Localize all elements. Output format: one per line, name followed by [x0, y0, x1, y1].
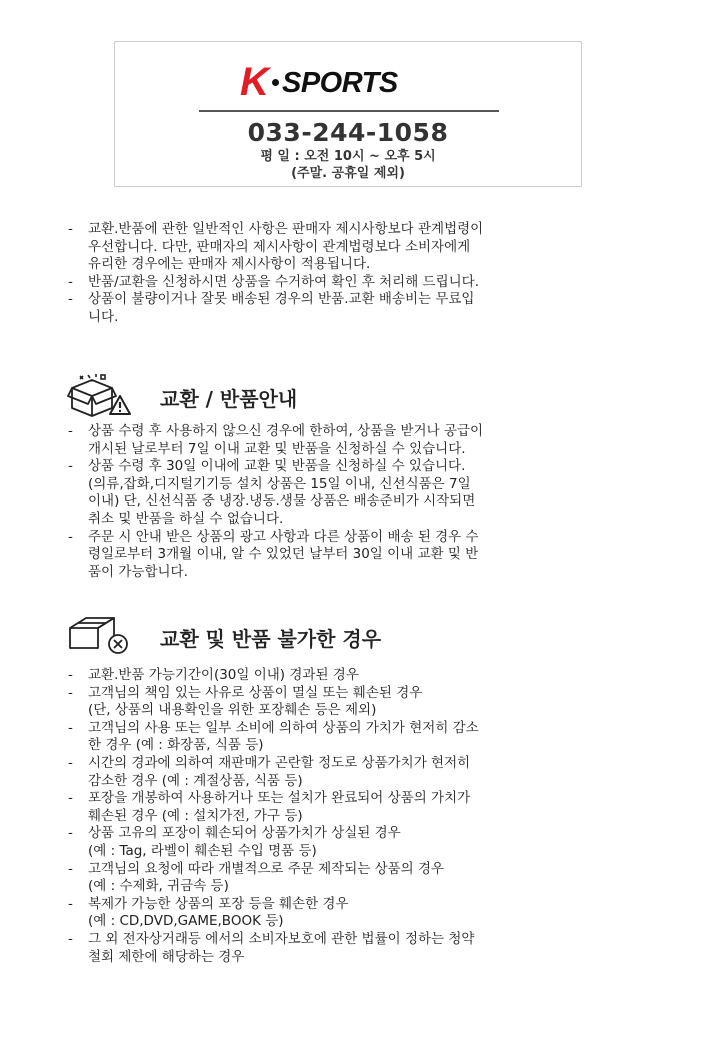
list-item: - 상품이 불량이거나 잘못 배송된 경우의 반품.교환 배송비는 무료입 니다.	[68, 291, 638, 326]
exchange-section-header	[66, 374, 626, 420]
list-item: - 그 외 전자상거래등 에서의 소비자보호에 관한 법률이 정하는 청약 철회 제한에 해당하는 경우	[68, 931, 638, 966]
logo-sports-text: SPORTS	[282, 67, 398, 99]
divider	[199, 110, 499, 112]
business-hours: 평 일 : 오전 10시 ~ 오후 5시	[260, 149, 436, 164]
contact-box	[114, 41, 582, 187]
list-item: - 고객님의 요청에 따라 개별적으로 주문 제작되는 상품의 경우 (예 : 수제화, 귀금속 등)	[68, 861, 638, 896]
list-item: - 상품 수령 후 30일 이내에 교환 및 반품을 신청하실 수 있습니다. (의류,잡화,디지털기기등 설치 상품은 15일 이내, 신선식품은 7일 이내) 단, 신선식품 중 냉장.냉동.생물 상품은 배송준비가 시작되면 취소 및 반품을 하실 수 없습니다.	[68, 458, 638, 528]
unavailable-list	[68, 667, 638, 966]
list-item: - 상품 고유의 포장이 훼손되어 상품가치가 상실된 경우 (예 : Tag, 라벨이 훼손된 수입 명품 등)	[68, 825, 638, 860]
list-item: - 포장을 개봉하여 사용하거나 또는 설치가 완료되어 상품의 가치가 훼손된 경우 (예 : 설치가전, 가구 등)	[68, 790, 638, 825]
list-item: - 고객님의 사용 또는 일부 소비에 의하여 상품의 가치가 현저히 감소 한 경우 (예 : 화장품, 식품 등)	[68, 720, 638, 755]
list-item: - 주문 시 안내 받은 상품의 광고 사항과 다른 상품이 배송 된 경우 수 령일로부터 3개월 이내, 알 수 있었던 날부터 30일 이내 교환 및 반 품이 가능합니다.	[68, 529, 638, 582]
list-item: - 고객님의 책임 있는 사유로 상품이 멸실 또는 훼손된 경우 (단, 상품의 내용확인을 위한 포장훼손 등은 제외)	[68, 685, 638, 720]
list-item: - 교환.반품 가능기간이(30일 이내) 경과된 경우	[68, 667, 638, 685]
list-item: - 교환.반품에 관한 일반적인 사항은 판매자 제시사항보다 관계법령이 우선합니다. 다만, 판매자의 제시사항이 관계법령보다 소비자에게 유리한 경우에는 판매자 제시사항이 적용됩니다.	[68, 221, 638, 274]
exchange-section-title: 교환 / 반품안내	[160, 387, 298, 411]
box-warning-icon	[66, 374, 142, 420]
logo-dot	[272, 79, 279, 86]
unavailable-section-header	[66, 614, 626, 660]
box-x-icon	[66, 614, 132, 654]
logo-k-letter: K	[240, 60, 269, 104]
exchange-list	[68, 423, 638, 581]
list-item: - 반품/교환을 신청하시면 상품을 수거하여 확인 후 처리해 드립니다.	[68, 274, 638, 292]
unavailable-section-title: 교환 및 반품 불가한 경우	[160, 627, 382, 651]
phone-number: 033-244-1058	[247, 118, 449, 147]
general-notes-list	[68, 221, 638, 327]
list-item: - 시간의 경과에 의하여 재판매가 곤란할 정도로 상품가치가 현저히 감소한 경우 (예 : 계절상품, 식품 등)	[68, 755, 638, 790]
list-item: - 상품 수령 후 사용하지 않으신 경우에 한하여, 상품을 받거나 공급이 개시된 날로부터 7일 이내 교환 및 반품을 신청하실 수 있습니다.	[68, 423, 638, 458]
business-hours-note: (주말. 공휴일 제외)	[291, 166, 405, 181]
k-sports-logo	[240, 60, 460, 104]
list-item: - 복제가 가능한 상품의 포장 등을 훼손한 경우 (예 : CD,DVD,GAME,BOOK 등)	[68, 896, 638, 931]
